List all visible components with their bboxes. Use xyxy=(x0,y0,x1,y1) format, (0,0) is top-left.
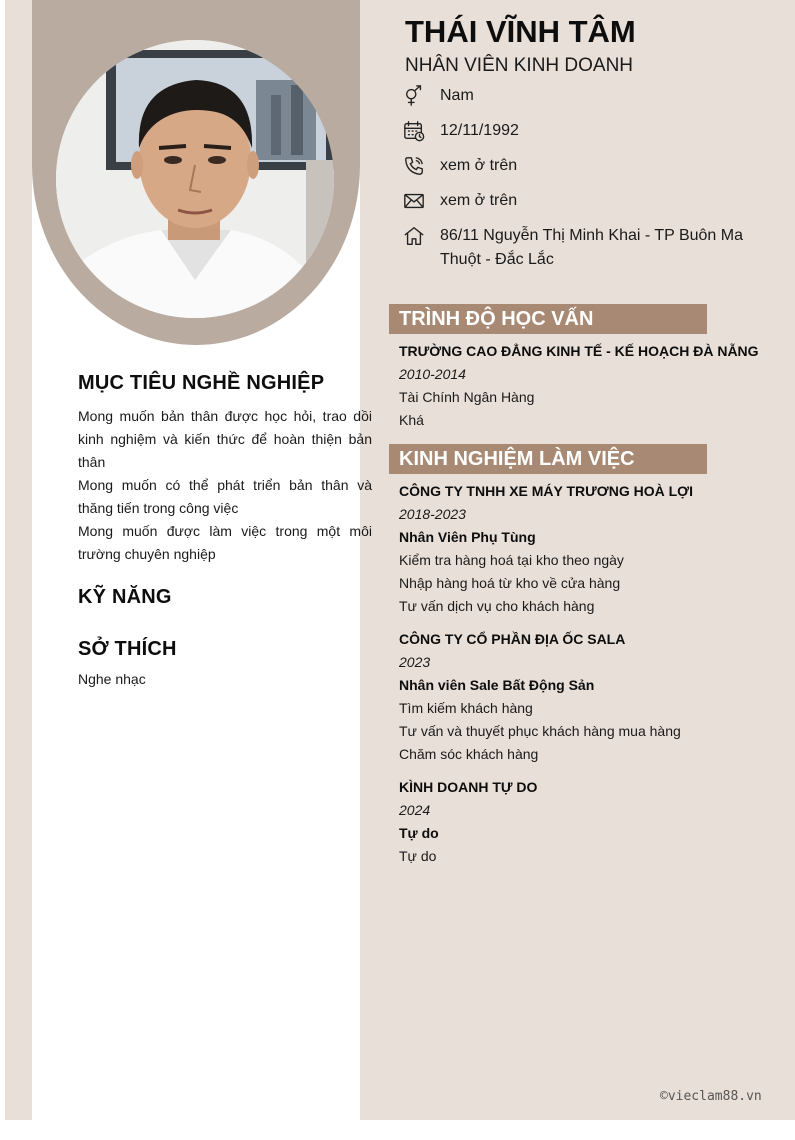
experience-header: KINH NGHIỆM LÀM VIỆC xyxy=(389,444,707,474)
job-role: Nhân Viên Phụ Tùng xyxy=(399,529,536,545)
job-task: Tự do xyxy=(399,848,437,864)
contact-text: 86/11 Nguyễn Thị Minh Khai - TP Buôn Ma Thuột - Đắc Lắc xyxy=(440,227,743,268)
education-period: 2010-2014 xyxy=(399,366,466,382)
contact-text: 12/11/1992 xyxy=(440,122,519,139)
objective-title: MỤC TIÊU NGHỀ NGHIỆP xyxy=(78,372,325,394)
contact-birthday xyxy=(403,119,773,143)
job-entry xyxy=(399,776,775,868)
photo-frame xyxy=(32,0,360,345)
gender-icon xyxy=(403,85,425,107)
candidate-name: THÁI VĨNH TÂM xyxy=(405,14,636,49)
objective-item: Mong muốn có thể phát triển bản thân và thăng tiến trong công việc xyxy=(78,477,372,516)
contact-email xyxy=(403,189,773,213)
candidate-position: NHÂN VIÊN KINH DOANH xyxy=(405,55,634,76)
contact-text: xem ở trên xyxy=(440,192,518,209)
job-role: Nhân viên Sale Bất Động Sản xyxy=(399,677,595,693)
company-name: CÔNG TY CỔ PHẦN ĐỊA ỐC SALA xyxy=(399,631,626,647)
school-name: TRƯỜNG CAO ĐẲNG KINH TẾ - KẾ HOẠCH ĐÀ NẴNG xyxy=(399,343,759,359)
contact-list xyxy=(403,84,773,283)
objective-item: Mong muốn bản thân được học hỏi, trao dồi kinh nghiệm và kiến thức để hoàn thiện bản thân xyxy=(78,408,372,470)
job-task: Tìm kiếm khách hàng xyxy=(399,700,533,716)
job-task: Tư vấn dịch vụ cho khách hàng xyxy=(399,598,595,614)
job-entry xyxy=(399,628,775,766)
contact-phone xyxy=(403,154,773,178)
experience-block xyxy=(399,480,775,878)
job-period: 2024 xyxy=(399,802,431,818)
education-header: TRÌNH ĐỘ HỌC VẤN xyxy=(389,304,707,334)
education-major: Tài Chính Ngân Hàng xyxy=(399,389,535,405)
company-name: KÌNH DOANH TỰ DO xyxy=(399,779,538,795)
skills-title: KỸ NĂNG xyxy=(78,586,172,608)
hobbies-title: SỞ THÍCH xyxy=(78,638,177,660)
job-task: Kiểm tra hàng hoá tại kho theo ngày xyxy=(399,552,624,568)
mail-icon xyxy=(403,190,425,212)
left-content xyxy=(78,372,372,687)
job-period: 2023 xyxy=(399,654,431,670)
job-role: Tự do xyxy=(399,825,439,841)
job-period: 2018-2023 xyxy=(399,506,466,522)
company-name: CÔNG TY TNHH XE MÁY TRƯƠNG HOÀ LỢI xyxy=(399,483,693,499)
calendar-icon xyxy=(403,120,425,142)
cv-page xyxy=(5,0,795,1120)
objective-list xyxy=(78,405,372,566)
home-icon xyxy=(403,225,425,247)
job-entry xyxy=(399,480,775,618)
education-block xyxy=(399,340,775,432)
education-grade: Khá xyxy=(399,412,424,428)
profile-photo xyxy=(56,40,334,318)
job-task: Chăm sóc khách hàng xyxy=(399,746,539,762)
left-column xyxy=(32,0,372,1120)
hobbies-text: Nghe nhạc xyxy=(78,671,146,687)
contact-text: xem ở trên xyxy=(440,157,518,174)
job-task: Tư vấn và thuyết phục khách hàng mua hàng xyxy=(399,723,681,739)
contact-address xyxy=(403,224,773,272)
phone-icon xyxy=(403,155,425,177)
contact-text: Nam xyxy=(440,87,474,104)
job-task: Nhập hàng hoá từ kho về cửa hàng xyxy=(399,575,621,591)
objective-item: Mong muốn được làm việc trong một môi trường chuyên nghiệp xyxy=(78,523,372,562)
watermark[interactable]: ©vieclam88.vn xyxy=(660,1089,762,1104)
contact-gender xyxy=(403,84,773,108)
